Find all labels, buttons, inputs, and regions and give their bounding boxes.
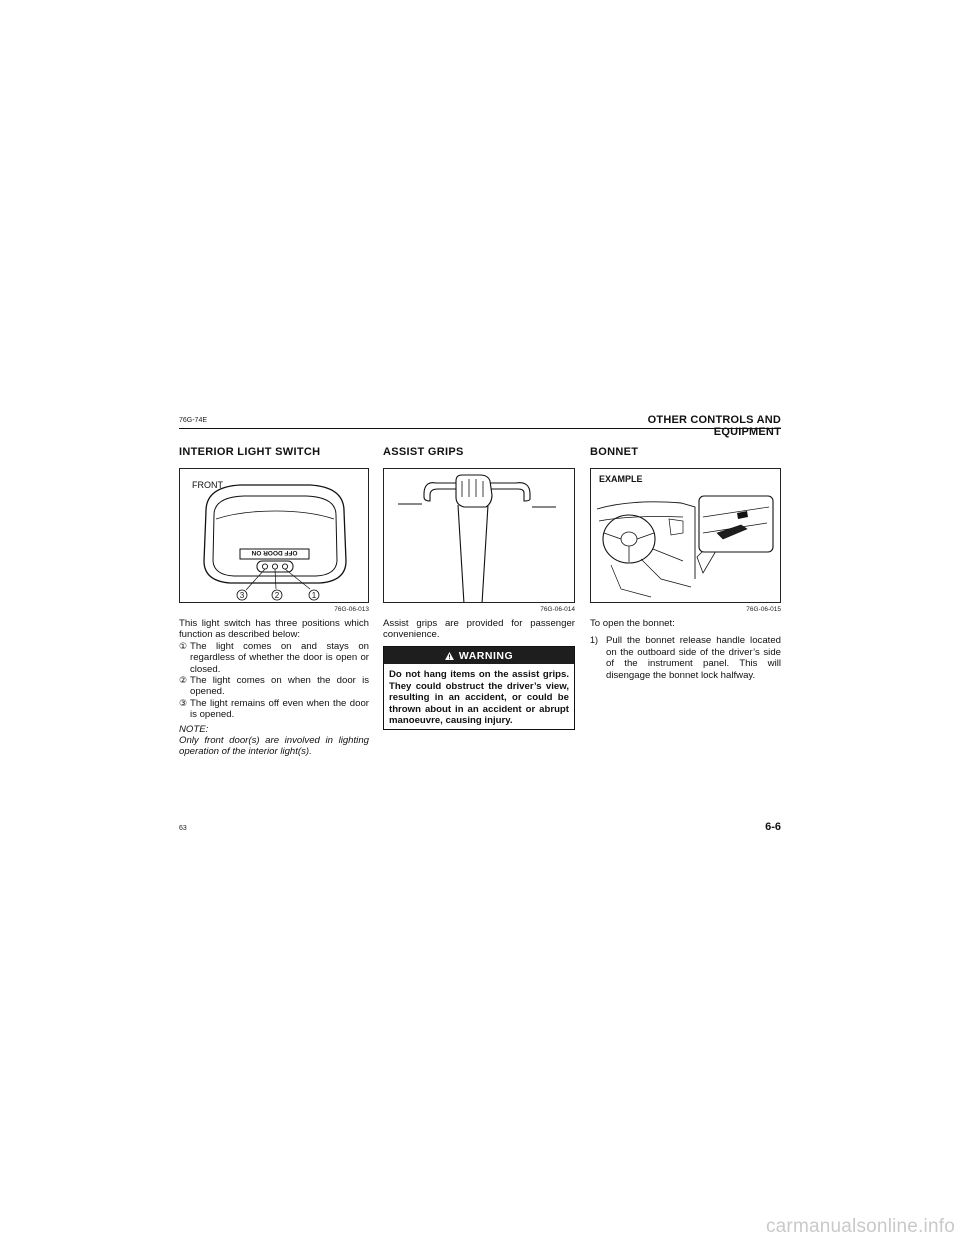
marker-3: ③ — [179, 697, 188, 708]
list-item: ③ The light remains off even when the door is opened. — [179, 697, 369, 721]
assist-grips-title: ASSIST GRIPS — [383, 446, 464, 458]
note-text: Only front door(s) are involved in lighting operation of the interior light(s). — [179, 735, 369, 758]
callout-2: 2 — [274, 591, 280, 600]
warning-header — [384, 647, 574, 664]
list-item: ② The light comes on when the door is opened. — [179, 675, 369, 698]
bonnet-release-illustration — [591, 469, 781, 603]
interior-intro: This light switch has three positions which function as described below: — [179, 618, 369, 641]
interior-light-figure — [179, 468, 369, 603]
callout-3: 3 — [239, 591, 245, 600]
bonnet-intro: To open the bonnet: — [590, 618, 675, 629]
warning-triangle-icon — [445, 652, 454, 660]
assist-grip-figure — [383, 468, 575, 603]
switch-label: OFF DOOR ON — [251, 549, 298, 556]
bonnet-figure — [590, 468, 781, 603]
document-code: 76G-74E — [179, 417, 208, 424]
bonnet-description — [590, 618, 781, 681]
marker-2: ② — [179, 675, 188, 686]
marker-1: ① — [179, 640, 188, 651]
interior-light-switch-title: INTERIOR LIGHT SWITCH — [179, 446, 321, 458]
assist-grip-illustration — [384, 469, 575, 603]
bonnet-steps — [590, 635, 781, 681]
list-item: 1) Pull the bonnet release handle located on the outboard side of the driver’s side of the instrument panel. This will disengage the bonnet lock halfway. — [590, 635, 781, 681]
interior-light-description — [179, 618, 369, 758]
warning-heading: WARNING — [458, 649, 514, 662]
step-marker: 1) — [590, 635, 599, 646]
figure-code: 76G-06-014 — [540, 606, 575, 613]
warning-box — [383, 646, 575, 730]
figure-code: 76G-06-013 — [334, 606, 369, 613]
switch-position-list — [179, 641, 369, 721]
section-title: OTHER CONTROLS AND EQUIPMENT — [647, 414, 781, 438]
assist-grips-description: Assist grips are provided for passenger convenience. — [383, 618, 575, 641]
note-label: NOTE: — [179, 723, 209, 735]
figure-code: 76G-06-015 — [746, 606, 781, 613]
list-item: ① The light comes on and stays on regardless of whether the door is open or closed. — [179, 640, 369, 675]
figure-label-example: EXAMPLE — [599, 474, 643, 484]
figure-label-front: FRONT — [192, 480, 223, 490]
page-reference: 6-6 — [765, 821, 781, 833]
watermark: carmanualsonline.info — [765, 1216, 955, 1237]
callout-1: 1 — [311, 591, 317, 600]
interior-light-illustration — [180, 469, 369, 603]
bonnet-title: BONNET — [590, 446, 639, 458]
page-number: 63 — [179, 825, 187, 832]
header-rule — [179, 428, 781, 429]
warning-text: Do not hang items on the assist grips. They could obstruct the driver’s view, resulting in an accident, or could be thrown about in an accident or abrupt manoeuvre, causing injury. — [389, 669, 569, 727]
